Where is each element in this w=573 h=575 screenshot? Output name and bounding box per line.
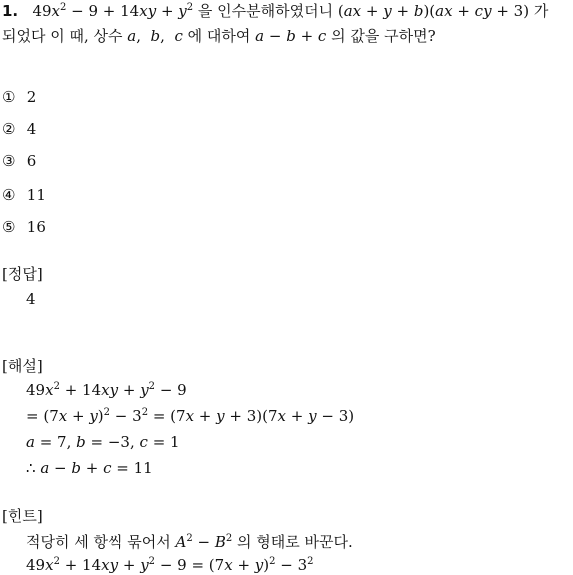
option-value: 16: [26, 218, 46, 236]
solution-step-4: [26, 459, 153, 477]
option-2[interactable]: [2, 120, 36, 138]
option-3[interactable]: [2, 152, 36, 170]
option-5[interactable]: [2, 218, 46, 236]
option-1[interactable]: [2, 88, 36, 106]
question-line-1: [2, 0, 548, 21]
option-mark: ②: [2, 120, 16, 138]
solution-heading: [해설]: [2, 357, 43, 375]
option-value: 6: [26, 152, 37, 170]
solution-step-1: $49x^2 + 14xy + y^2 - 9$: [26, 381, 187, 399]
question-text-2: 가: [529, 2, 549, 20]
solution-step-3: a = 7, b = −3, c = 1: [26, 433, 180, 451]
option-value: 2: [26, 88, 37, 106]
option-mark: ①: [2, 88, 16, 106]
expression-polynomial: $49x^2 - 9 + 14xy + y^2$: [32, 2, 194, 20]
hint-heading: [힌트]: [2, 507, 43, 525]
hint-formula: $A^2 - B^2$: [175, 533, 233, 551]
option-value: 4: [26, 120, 37, 138]
option-4[interactable]: [2, 186, 46, 204]
question-number: 1.: [2, 2, 19, 20]
answer-heading: [정답]: [2, 265, 43, 283]
therefore-icon: ∴: [26, 459, 36, 477]
option-mark: ③: [2, 152, 16, 170]
hint-equation: $49x^2 + 14xy + y^2 - 9 = (7x + y)^2 - 3^2$: [26, 556, 314, 574]
option-value: 11: [26, 186, 46, 204]
hint-text: 적당히 세 항씩 묶어서 $A^2 - B^2$ 의 형태로 바꾼다.: [26, 533, 353, 551]
question-line-2: 되었다 이 때, 상수 a, b, c 에 대하여 a − b + c 의 값을 구하면?: [2, 27, 436, 45]
option-mark: ④: [2, 186, 16, 204]
expression-factored: (ax + y + b)(ax + cy + 3): [337, 2, 530, 20]
constants: a, b, c: [127, 27, 183, 45]
question-text-1: 을 인수분해하였더니: [193, 2, 338, 20]
solution-step-2: = $(7x + y)^2 - 3^2 = (7x + y + 3)(7x + y - 3)$: [26, 407, 355, 425]
solution-conclusion: a − b + c = 11: [40, 459, 153, 477]
answer-value: 4: [26, 290, 36, 308]
target-expression: a − b + c: [255, 27, 327, 45]
option-mark: ⑤: [2, 218, 16, 236]
